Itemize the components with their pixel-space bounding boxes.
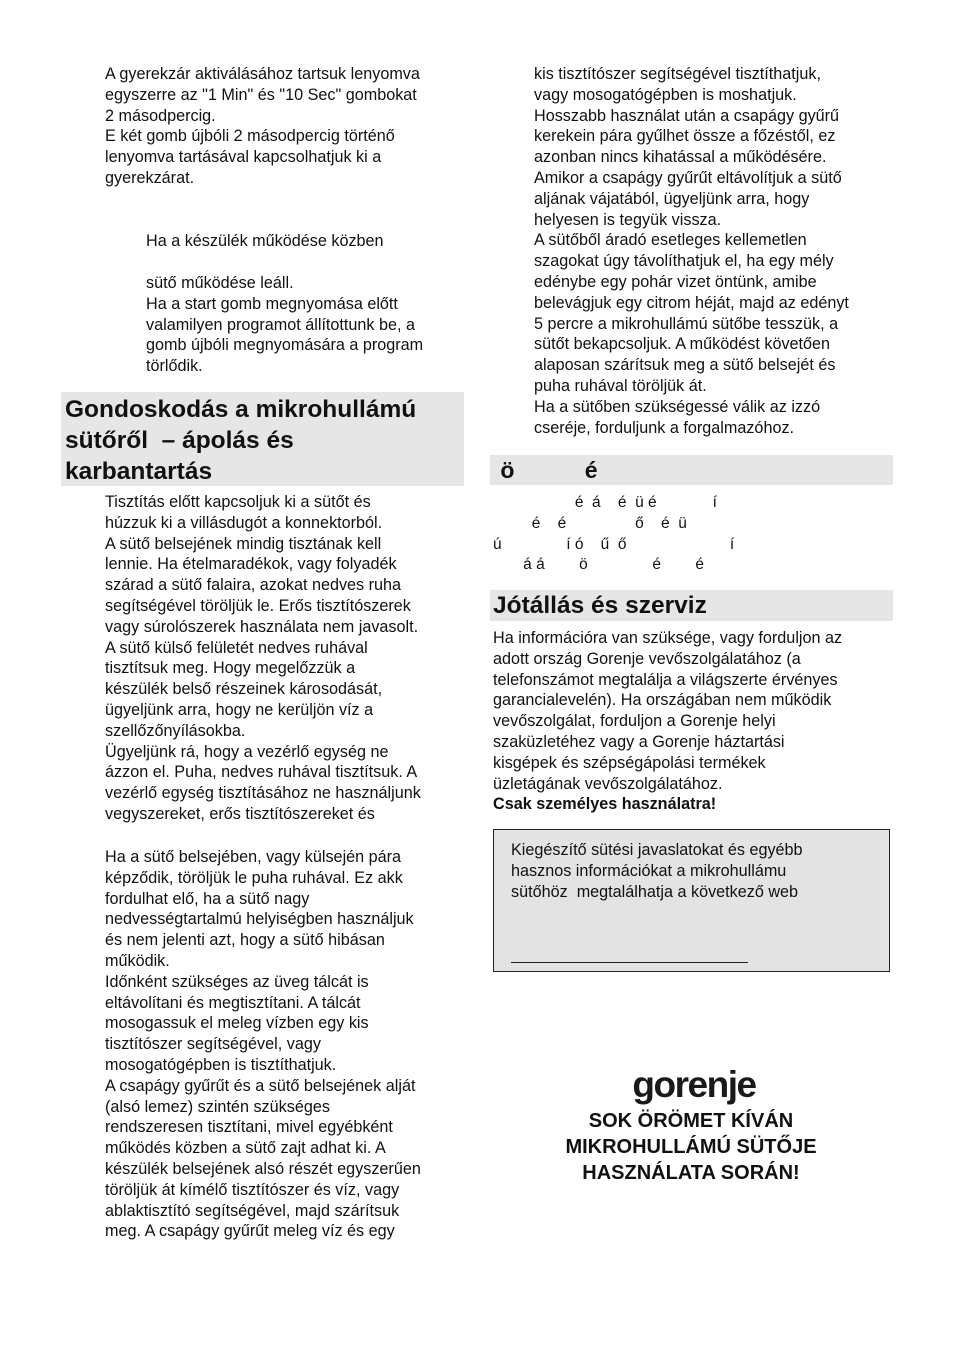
text-line: (alsó lemez) szintén szükséges — [105, 1097, 330, 1116]
care-continued-paragraph — [534, 64, 849, 438]
text-line: sütőhöz megtalálhatja a következő web — [511, 882, 799, 901]
environment-section-heading — [490, 455, 893, 485]
text-line: Ha a sütő belsejében, vagy külsején pára — [105, 848, 402, 866]
text-line: vezérlő egység tisztításához ne használjunk — [105, 784, 421, 803]
heading-line: Jótállás és szerviz — [493, 592, 707, 619]
gorenje-logo: gorenje — [632, 1064, 756, 1105]
text-line: vagy súrolószerek használata nem javasolt. — [105, 617, 419, 636]
text-line: adott ország Gorenje vevőszolgálatához (a — [493, 649, 801, 668]
text-line: töröljük át kímélő tisztítószer és víz, vagy — [105, 1180, 400, 1199]
text-line: segítségével töröljük le. Erős tisztítószerek — [105, 596, 411, 615]
text-line: gomb újbóli megnyomására a program — [146, 336, 424, 355]
text-line: aljának vájatából, ügyeljünk arra, hogy — [534, 189, 810, 208]
text-line: kerekein pára gyűlhet össze a főzéstől, ez — [534, 127, 836, 146]
text-line: működik. — [105, 951, 170, 970]
text-line: ügyeljünk arra, hogy ne kerüljön víz a — [105, 700, 374, 719]
text-line: cseréje, forduljunk a forgalmazóhoz. — [534, 418, 795, 437]
text-line: készülék belső részeinek károsodását, — [105, 680, 383, 699]
text-line: ú í ó ű ő í — [493, 535, 735, 553]
heading-line: karbantartás — [65, 458, 213, 485]
closing-line: MIKROHULLÁMÚ SÜTŐJE — [565, 1136, 817, 1158]
text-line: é á é ü é í — [493, 494, 717, 511]
text-line: eltávolítani és megtisztítani. A tálcát — [105, 993, 361, 1012]
text-line: A gyerekzár aktiválásához tartsuk lenyomva — [105, 65, 420, 83]
text-line: tisztítószer segítségével, vagy — [105, 1035, 321, 1054]
closing-line: HASZNÁLATA SORÁN! — [582, 1162, 800, 1184]
text-line: telefonszámot megtalálja a világszerte érvényes — [493, 670, 838, 689]
closing-line: SOK ÖRÖMET KÍVÁN — [588, 1110, 794, 1132]
text-line: mosogatógépben is tisztíthatjuk. — [105, 1055, 337, 1074]
info-box-text — [511, 840, 803, 902]
text-line: Ügyeljünk rá, hogy a vezérlő egység ne — [105, 742, 389, 761]
text-line: szárad a sütő falaira, azokat nedves ruha — [105, 576, 402, 595]
text-line: működés közben a sütő zajt adhat ki. A — [105, 1139, 386, 1158]
text-line: húzzuk ki a villásdugót a konnektorból. — [105, 513, 383, 532]
text-line: é é ő é ü — [493, 514, 687, 532]
text-line: Ha információra van szüksége, vagy forduljon az — [493, 629, 843, 647]
text-line: vegyszereket, erős tisztítószereket és — [105, 804, 375, 823]
environment-paragraph — [493, 493, 734, 576]
care-paragraph-a — [105, 492, 421, 825]
warranty-section-heading — [490, 590, 893, 621]
text-line: Időnként szükséges az üveg tálcát is — [105, 972, 369, 991]
web-address-underline — [511, 962, 748, 963]
text-line: nedvességtartalmú helyiségben használjuk — [105, 910, 414, 929]
personal-use-note: Csak személyes használatra! — [493, 795, 717, 814]
text-line: Ha a sütőben szükségessé válik az izzó — [534, 397, 821, 416]
web-info-box — [493, 829, 890, 972]
text-line: A csapágy gyűrűt és a sütő belsejének alját — [105, 1076, 416, 1095]
text-line: meg. A csapágy gyűrűt meleg víz és egy — [105, 1222, 395, 1241]
text-line: alaposan szárítsuk meg a sütő belsejét és — [534, 356, 836, 375]
operation-note-b — [146, 273, 423, 377]
heading-line: Gondoskodás a mikrohullámú — [65, 396, 417, 423]
text-line: szaküzletéhez vagy a Gorenje háztartási — [493, 732, 785, 751]
text-line: lenyomva tartásával kapcsolhatjuk ki a — [105, 148, 382, 167]
care-paragraph-b — [105, 847, 421, 1242]
text-line: valamilyen programot állítottunk be, a — [146, 315, 416, 334]
text-line: A sütőből áradó esetleges kellemetlen — [534, 231, 807, 250]
text-line: képződik, töröljük le puha ruhával. Ez akk — [105, 868, 403, 887]
text-line: és nem jelenti azt, hogy a sütő hibásan — [105, 931, 385, 950]
text-line: tisztítsuk meg. Hogy megelőzzük a — [105, 659, 356, 678]
text-line: készülék belsejének alsó részét egyszerűen — [105, 1159, 421, 1178]
heading-line: ö é — [494, 457, 598, 483]
text-line: puha ruhával töröljük át. — [534, 376, 707, 395]
care-section-heading — [61, 392, 464, 486]
text-line: Amikor a csapágy gyűrűt eltávolítjuk a sütő — [534, 168, 842, 187]
text-line: vevőszolgálat, forduljon a Gorenje helyi — [493, 712, 776, 731]
text-line: fordulhat elő, ha a sütő nagy — [105, 889, 310, 908]
text-line: Kiegészítő sütési javaslatokat és egyébb — [511, 841, 803, 859]
closing-message — [540, 1108, 842, 1186]
text-line: szellőzőnyílásokba. — [105, 721, 246, 740]
text-line: 2 másodpercig. — [105, 106, 216, 125]
text-line: A sütő belsejének mindig tisztának kell — [105, 534, 382, 553]
text-line: vagy mosogatógépben is moshatjuk. — [534, 85, 797, 104]
text-line: azonban nincs kihatással a működésére. — [534, 148, 827, 167]
text-line: lennie. Ha ételmaradékok, vagy folyadék — [105, 555, 397, 574]
text-line: kisgépek és szépségápolási termékek — [493, 753, 766, 772]
text-line: kis tisztítószer segítségével tisztíthatjuk, — [534, 65, 821, 83]
text-line: Tisztítás előtt kapcsoljuk ki a sütőt és — [105, 493, 371, 511]
text-line: Hosszabb használat után a csapágy gyűrű — [534, 106, 840, 125]
text-line: üzletágának vevőszolgálatához. — [493, 774, 723, 793]
text-line: Ha a készülék működése közben — [146, 232, 384, 250]
text-line: belevágjuk egy citrom héját, majd az edényt — [534, 293, 849, 312]
text-line: sütőt bekapcsoljuk. A működést követően — [534, 335, 831, 354]
text-line: mosogassuk el meleg vízben egy kis — [105, 1014, 369, 1033]
operation-note-a — [146, 231, 384, 252]
text-line: törlődik. — [146, 357, 203, 376]
text-line: á á ö é é — [493, 556, 705, 574]
text-line: 5 percre a mikrohullámú sütőbe tesszük, a — [534, 314, 839, 333]
heading-line: sütőről – ápolás és — [65, 427, 294, 454]
text-line: edénybe egy pohár vizet öntünk, amibe — [534, 272, 817, 291]
text-line: ázzon el. Puha, nedves ruhával tisztítsuk. A — [105, 763, 418, 782]
text-line: hasznos információkat a mikrohullámu — [511, 861, 787, 880]
text-line: A sütő külső felületét nedves ruhával — [105, 638, 368, 657]
text-line: gyerekzárat. — [105, 168, 195, 187]
text-line: garancialevelén). Ha országában nem működik — [493, 691, 832, 710]
text-line: Ha a start gomb megnyomása előtt — [146, 294, 398, 313]
text-line: helyesen is tegyük vissza. — [534, 210, 722, 229]
warranty-paragraph — [493, 628, 842, 815]
childlock-paragraph — [105, 64, 420, 189]
text-line: egyszerre az "1 Min" és "10 Sec" gombokat — [105, 85, 417, 104]
text-line: sütő működése leáll. — [146, 274, 294, 292]
text-line: E két gomb újbóli 2 másodpercig történő — [105, 127, 395, 146]
text-line: szagokat úgy távolíthatjuk el, ha egy mély — [534, 252, 834, 271]
text-line: ablaktisztító segítségével, majd szárítsuk — [105, 1201, 400, 1220]
text-line: rendszeresen tisztítani, mivel egyébként — [105, 1118, 393, 1137]
